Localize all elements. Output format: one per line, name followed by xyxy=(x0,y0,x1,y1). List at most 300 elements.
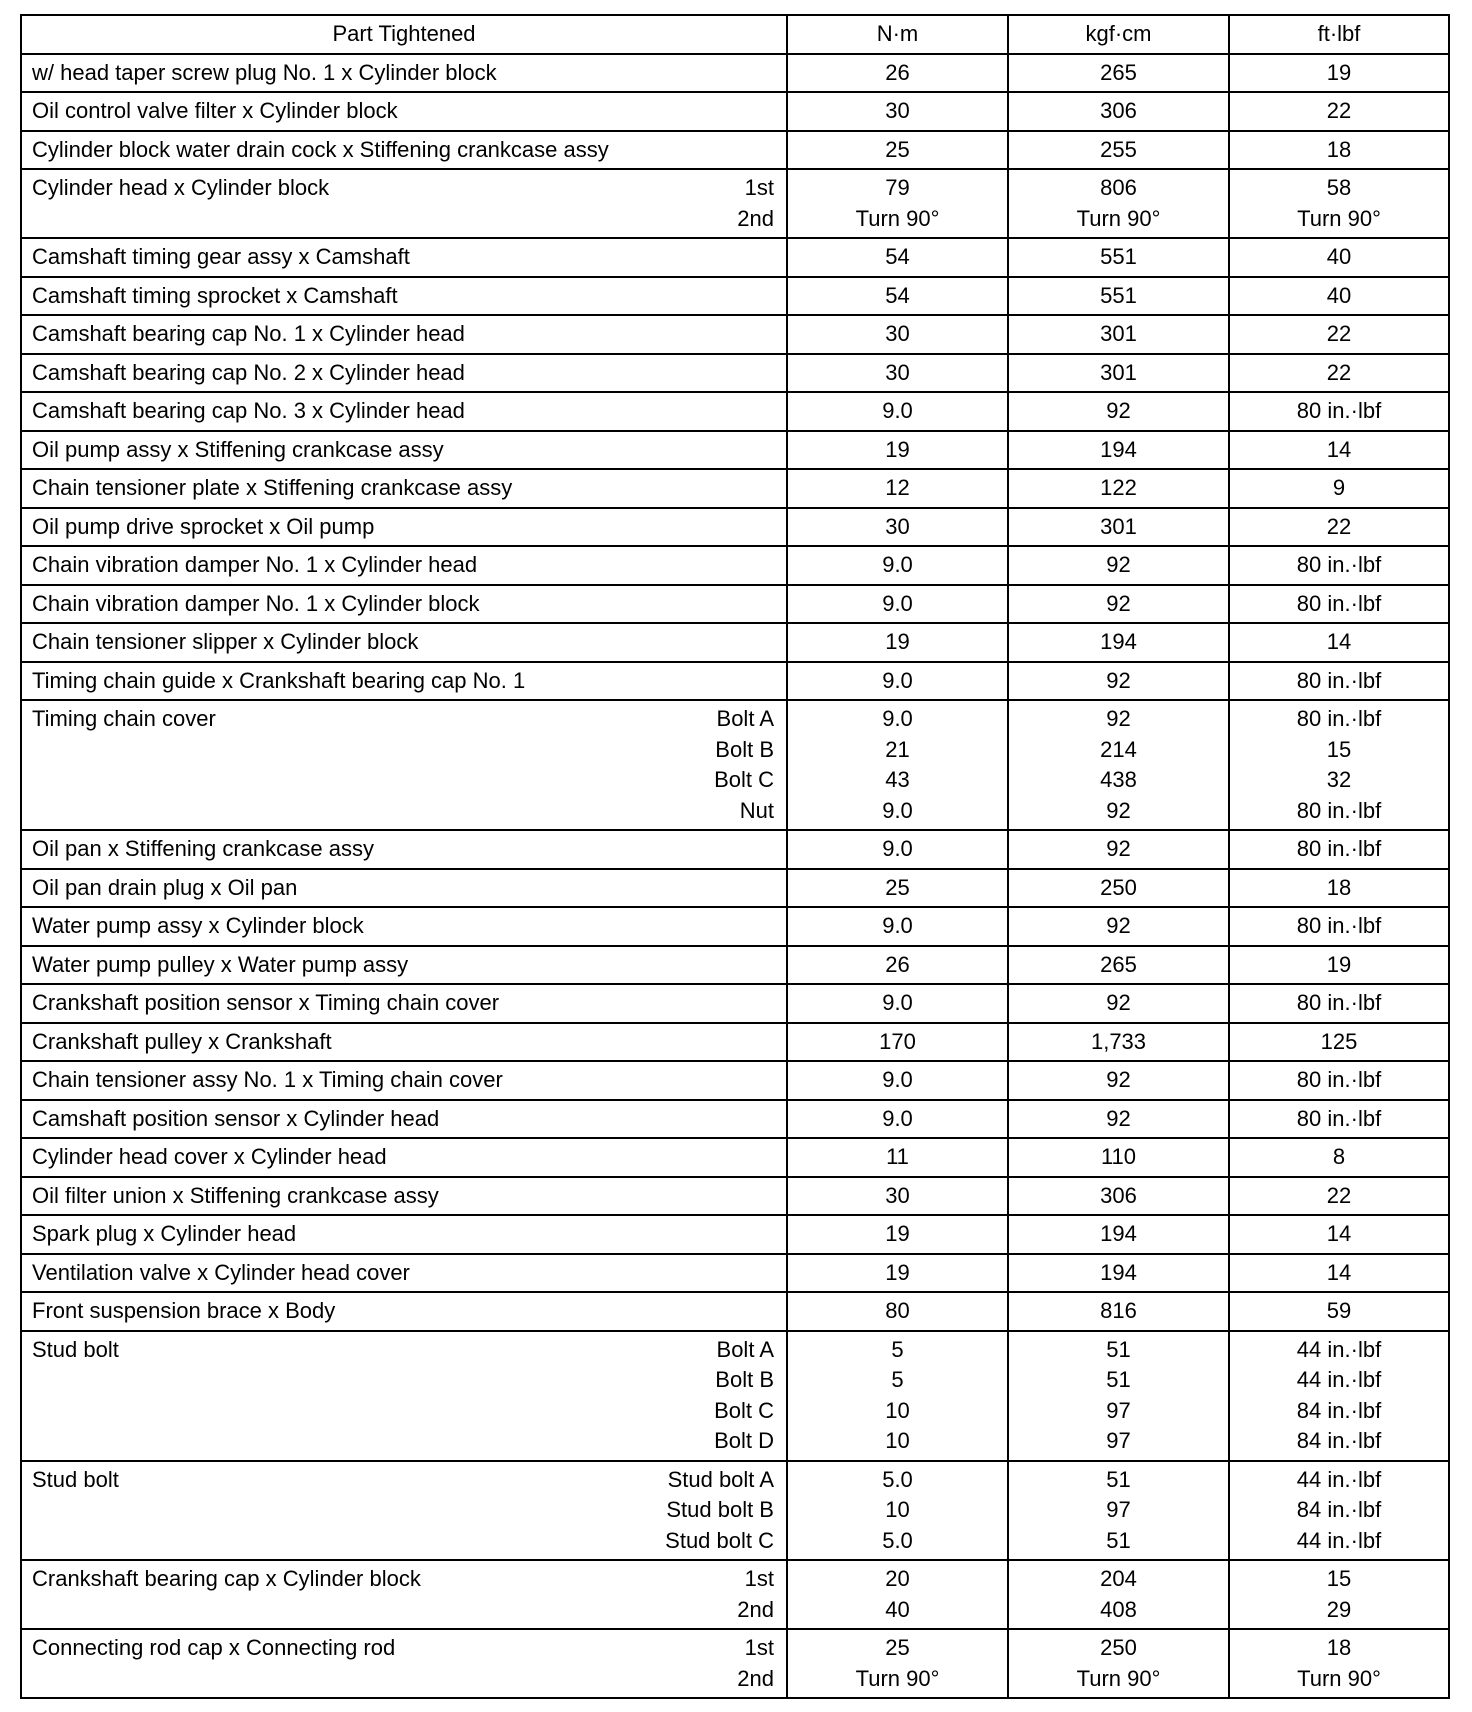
kgfcm-value: 92 xyxy=(1106,1105,1131,1131)
nm-cell xyxy=(787,431,1008,470)
part-cell xyxy=(21,1292,787,1331)
ftlbf-cell xyxy=(1229,431,1449,470)
kgfcm-cell xyxy=(1008,1023,1229,1062)
header-part-tightened: Part Tightened xyxy=(21,15,787,54)
nm-cell xyxy=(787,830,1008,869)
table-row xyxy=(21,1292,1449,1331)
nm-cell xyxy=(787,1138,1008,1177)
ftlbf-value: 8 xyxy=(1332,1144,1346,1169)
table-body xyxy=(21,54,1449,1699)
table-row xyxy=(21,907,1449,946)
ftlbf-cell xyxy=(1229,1461,1449,1561)
nm-cell xyxy=(787,1292,1008,1331)
step-label: Stud bolt C xyxy=(665,1527,774,1553)
ftlbf-value: 80 in.·lbf xyxy=(1296,1105,1382,1131)
table-row xyxy=(21,1100,1449,1139)
ftlbf-cell xyxy=(1229,277,1449,316)
nm-value: 9.0 xyxy=(882,913,913,938)
part-name: Cylinder block water drain cock x Stiffening crankcase assy xyxy=(32,136,609,162)
nm-value: 10 xyxy=(885,1428,910,1453)
part-cell xyxy=(21,869,787,908)
ftlbf-cell xyxy=(1229,508,1449,547)
step-label: Bolt B xyxy=(715,1367,774,1392)
nm-value: 20 xyxy=(885,1566,910,1591)
header-row xyxy=(21,15,1449,54)
nm-value: 9.0 xyxy=(882,398,913,423)
nm-cell xyxy=(787,585,1008,624)
kgfcm-value: 51 xyxy=(1106,1367,1131,1392)
nm-value: 30 xyxy=(885,1182,910,1208)
nm-cell xyxy=(787,1461,1008,1561)
part-name: Chain tensioner plate x Stiffening crankcase assy xyxy=(32,475,513,500)
part-cell xyxy=(21,585,787,624)
ftlbf-cell xyxy=(1229,1254,1449,1293)
step-label: Bolt A xyxy=(716,1336,774,1362)
nm-value: 19 xyxy=(885,1259,910,1285)
part-name: Stud bolt xyxy=(32,1466,119,1492)
part-cell xyxy=(21,92,787,131)
table-row xyxy=(21,315,1449,354)
kgfcm-cell xyxy=(1008,623,1229,662)
ftlbf-cell xyxy=(1229,1177,1449,1216)
ftlbf-value: 22 xyxy=(1326,321,1352,346)
part-name: Oil pump drive sprocket x Oil pump xyxy=(32,513,375,539)
kgfcm-value: 551 xyxy=(1100,282,1137,308)
ftlbf-value: 14 xyxy=(1326,436,1352,462)
part-cell xyxy=(21,431,787,470)
nm-value: 9.0 xyxy=(882,667,913,693)
table-row xyxy=(21,392,1449,431)
kgfcm-value: 250 xyxy=(1100,874,1137,900)
ftlbf-cell xyxy=(1229,546,1449,585)
ftlbf-value: 9 xyxy=(1332,475,1346,500)
kgfcm-value: 194 xyxy=(1100,629,1137,654)
nm-value: 25 xyxy=(885,1635,910,1660)
kgfcm-cell xyxy=(1008,984,1229,1023)
nm-value: 40 xyxy=(885,1596,910,1622)
part-name: Camshaft timing gear assy x Camshaft xyxy=(32,244,410,269)
table-row xyxy=(21,546,1449,585)
nm-cell xyxy=(787,1100,1008,1139)
step-label: Bolt C xyxy=(714,767,774,792)
step-label: Bolt C xyxy=(714,1397,774,1423)
kgfcm-cell xyxy=(1008,1629,1229,1698)
ftlbf-cell xyxy=(1229,946,1449,985)
kgfcm-value: 51 xyxy=(1106,1466,1131,1492)
nm-value: 79 xyxy=(885,175,910,200)
part-cell xyxy=(21,623,787,662)
table-row xyxy=(21,585,1449,624)
kgfcm-value: 92 xyxy=(1106,552,1131,577)
nm-value: 54 xyxy=(885,282,910,308)
nm-value: 9.0 xyxy=(882,706,913,731)
nm-cell xyxy=(787,1629,1008,1698)
kgfcm-cell xyxy=(1008,1560,1229,1629)
kgfcm-cell xyxy=(1008,92,1229,131)
kgfcm-cell xyxy=(1008,431,1229,470)
ftlbf-value: 80 in.·lbf xyxy=(1296,1067,1382,1092)
ftlbf-value: 80 in.·lbf xyxy=(1296,836,1382,861)
part-name: Camshaft position sensor x Cylinder head xyxy=(32,1105,440,1131)
kgfcm-value: 122 xyxy=(1100,475,1137,500)
nm-value: 30 xyxy=(885,98,910,123)
nm-value: 21 xyxy=(885,736,910,762)
step-labels xyxy=(665,1465,774,1557)
nm-cell xyxy=(787,508,1008,547)
ftlbf-cell xyxy=(1229,392,1449,431)
nm-value: 5 xyxy=(891,1367,904,1392)
table-row xyxy=(21,1177,1449,1216)
kgfcm-value: 250 xyxy=(1100,1635,1137,1660)
part-name: Oil filter union x Stiffening crankcase assy xyxy=(32,1182,439,1208)
ftlbf-value: 18 xyxy=(1326,1635,1352,1660)
nm-value: 9.0 xyxy=(882,590,913,616)
ftlbf-value: 15 xyxy=(1326,736,1352,762)
kgfcm-cell xyxy=(1008,907,1229,946)
part-name: Oil pump assy x Stiffening crankcase assy xyxy=(32,436,444,462)
part-name: Crankshaft position sensor x Timing chain cover xyxy=(32,990,500,1015)
nm-cell xyxy=(787,984,1008,1023)
ftlbf-value: 32 xyxy=(1326,767,1352,792)
part-cell xyxy=(21,354,787,393)
ftlbf-value: 80 in.·lbf xyxy=(1296,552,1382,577)
nm-value: 25 xyxy=(885,136,910,162)
ftlbf-cell xyxy=(1229,1331,1449,1461)
table-row xyxy=(21,1560,1449,1629)
nm-value: 5 xyxy=(891,1336,904,1362)
part-name: Chain vibration damper No. 1 x Cylinder block xyxy=(32,590,480,616)
ftlbf-cell xyxy=(1229,92,1449,131)
kgfcm-cell xyxy=(1008,1177,1229,1216)
nm-cell xyxy=(787,946,1008,985)
ftlbf-cell xyxy=(1229,1629,1449,1698)
ftlbf-cell xyxy=(1229,984,1449,1023)
part-name: Oil pan x Stiffening crankcase assy xyxy=(32,836,374,861)
step-label: Bolt B xyxy=(715,736,774,762)
kgfcm-value: 92 xyxy=(1106,1067,1131,1092)
part-name: Timing chain cover xyxy=(32,706,216,731)
step-labels xyxy=(737,173,774,234)
ftlbf-value: 29 xyxy=(1326,1596,1352,1622)
part-cell xyxy=(21,277,787,316)
kgfcm-cell xyxy=(1008,585,1229,624)
part-cell xyxy=(21,1629,787,1698)
kgfcm-value: 214 xyxy=(1100,736,1137,762)
ftlbf-cell xyxy=(1229,131,1449,170)
nm-cell xyxy=(787,354,1008,393)
kgfcm-cell xyxy=(1008,1331,1229,1461)
ftlbf-cell xyxy=(1229,1100,1449,1139)
nm-cell xyxy=(787,131,1008,170)
step-label: Bolt D xyxy=(714,1428,774,1453)
step-labels xyxy=(737,1564,774,1625)
kgfcm-cell xyxy=(1008,946,1229,985)
ftlbf-value: 18 xyxy=(1326,136,1352,162)
kgfcm-value: 255 xyxy=(1100,136,1137,162)
part-cell xyxy=(21,1215,787,1254)
table-row xyxy=(21,277,1449,316)
part-name: w/ head taper screw plug No. 1 x Cylinder block xyxy=(32,59,497,85)
kgfcm-cell xyxy=(1008,1215,1229,1254)
ftlbf-value: 22 xyxy=(1326,98,1352,123)
part-name: Front suspension brace x Body xyxy=(32,1298,336,1323)
step-label: 1st xyxy=(744,1566,774,1591)
nm-value: 54 xyxy=(885,244,910,269)
nm-cell xyxy=(787,869,1008,908)
kgfcm-value: 301 xyxy=(1100,513,1137,539)
kgfcm-value: 806 xyxy=(1100,175,1137,200)
table-row xyxy=(21,54,1449,93)
nm-cell xyxy=(787,315,1008,354)
header-nm: N·m xyxy=(787,15,1008,54)
part-cell xyxy=(21,1177,787,1216)
nm-value: 19 xyxy=(885,436,910,462)
nm-value: Turn 90° xyxy=(855,205,940,231)
part-name: Timing chain guide x Crankshaft bearing cap No. 1 xyxy=(32,667,526,693)
kgfcm-cell xyxy=(1008,508,1229,547)
kgfcm-value: 92 xyxy=(1106,797,1131,823)
part-name: Chain vibration damper No. 1 x Cylinder head xyxy=(32,552,478,577)
ftlbf-value: 59 xyxy=(1326,1298,1352,1323)
part-name: Camshaft bearing cap No. 1 x Cylinder head xyxy=(32,321,465,346)
part-cell xyxy=(21,1100,787,1139)
nm-cell xyxy=(787,1177,1008,1216)
ftlbf-cell xyxy=(1229,469,1449,508)
nm-value: 12 xyxy=(885,475,910,500)
ftlbf-value: 84 in.·lbf xyxy=(1296,1428,1382,1453)
table-row xyxy=(21,169,1449,238)
kgfcm-value: 92 xyxy=(1106,398,1131,423)
step-label: Nut xyxy=(739,797,774,823)
part-cell xyxy=(21,1461,787,1561)
part-name: Crankshaft bearing cap x Cylinder block xyxy=(32,1566,421,1591)
table-row xyxy=(21,662,1449,701)
kgfcm-cell xyxy=(1008,1292,1229,1331)
kgfcm-cell xyxy=(1008,1254,1229,1293)
part-name: Chain tensioner slipper x Cylinder block xyxy=(32,629,419,654)
ftlbf-cell xyxy=(1229,662,1449,701)
ftlbf-value: 22 xyxy=(1326,1182,1352,1208)
part-cell xyxy=(21,315,787,354)
step-label: 2nd xyxy=(737,1665,774,1691)
header-ftlbf: ft·lbf xyxy=(1229,15,1449,54)
nm-value: 30 xyxy=(885,359,910,385)
nm-value: 11 xyxy=(886,1144,909,1169)
table-row xyxy=(21,1254,1449,1293)
nm-value: 10 xyxy=(885,1497,910,1522)
part-cell xyxy=(21,1061,787,1100)
ftlbf-value: 80 in.·lbf xyxy=(1296,913,1382,938)
table-row xyxy=(21,700,1449,830)
ftlbf-value: 44 in.·lbf xyxy=(1296,1336,1382,1362)
kgfcm-value: 92 xyxy=(1106,590,1131,616)
part-cell xyxy=(21,1331,787,1461)
nm-value: 26 xyxy=(885,951,910,977)
nm-cell xyxy=(787,392,1008,431)
kgfcm-cell xyxy=(1008,662,1229,701)
table-row xyxy=(21,1629,1449,1698)
kgfcm-value: 306 xyxy=(1100,98,1137,123)
table-row xyxy=(21,354,1449,393)
kgfcm-value: 92 xyxy=(1106,667,1131,693)
table-row xyxy=(21,1061,1449,1100)
kgfcm-value: 408 xyxy=(1100,1596,1137,1622)
nm-value: Turn 90° xyxy=(855,1665,940,1691)
part-cell xyxy=(21,1138,787,1177)
kgfcm-cell xyxy=(1008,469,1229,508)
table-row xyxy=(21,1331,1449,1461)
table-row xyxy=(21,1461,1449,1561)
header-kgfcm: kgf·cm xyxy=(1008,15,1229,54)
ftlbf-cell xyxy=(1229,1023,1449,1062)
kgfcm-cell xyxy=(1008,54,1229,93)
table-row xyxy=(21,92,1449,131)
table-row xyxy=(21,469,1449,508)
kgfcm-value: Turn 90° xyxy=(1076,205,1161,231)
ftlbf-cell xyxy=(1229,169,1449,238)
ftlbf-value: 80 in.·lbf xyxy=(1296,667,1382,693)
ftlbf-value: 15 xyxy=(1326,1566,1352,1591)
nm-cell xyxy=(787,623,1008,662)
ftlbf-value: Turn 90° xyxy=(1297,1665,1381,1691)
part-cell xyxy=(21,946,787,985)
part-name: Connecting rod cap x Connecting rod xyxy=(32,1635,396,1660)
ftlbf-value: 80 in.·lbf xyxy=(1296,990,1382,1015)
step-label: 1st xyxy=(744,1635,774,1660)
nm-value: 10 xyxy=(885,1397,910,1423)
part-cell xyxy=(21,131,787,170)
step-label: Bolt A xyxy=(716,706,774,731)
kgfcm-cell xyxy=(1008,1100,1229,1139)
nm-value: 19 xyxy=(885,1221,910,1246)
ftlbf-value: 84 in.·lbf xyxy=(1296,1497,1382,1522)
kgfcm-cell xyxy=(1008,869,1229,908)
ftlbf-cell xyxy=(1229,869,1449,908)
ftlbf-value: 80 in.·lbf xyxy=(1296,398,1382,423)
ftlbf-value: 125 xyxy=(1320,1028,1358,1054)
ftlbf-value: 18 xyxy=(1326,874,1352,900)
ftlbf-cell xyxy=(1229,315,1449,354)
nm-value: 80 xyxy=(885,1298,910,1323)
kgfcm-value: 97 xyxy=(1106,1397,1131,1423)
part-cell xyxy=(21,546,787,585)
table-row xyxy=(21,984,1449,1023)
kgfcm-value: 306 xyxy=(1100,1182,1137,1208)
kgfcm-value: 204 xyxy=(1100,1566,1137,1591)
nm-value: 43 xyxy=(885,767,910,792)
step-label: 2nd xyxy=(737,1596,774,1622)
nm-value: 30 xyxy=(885,513,910,539)
kgfcm-cell xyxy=(1008,169,1229,238)
ftlbf-value: 40 xyxy=(1326,244,1352,269)
kgfcm-value: 438 xyxy=(1100,767,1137,792)
table-row xyxy=(21,830,1449,869)
table-row xyxy=(21,869,1449,908)
kgfcm-value: 301 xyxy=(1100,321,1137,346)
nm-value: 25 xyxy=(885,874,910,900)
part-name: Water pump assy x Cylinder block xyxy=(32,913,364,938)
nm-cell xyxy=(787,907,1008,946)
part-cell xyxy=(21,1023,787,1062)
kgfcm-value: 110 xyxy=(1100,1144,1137,1169)
nm-cell xyxy=(787,1215,1008,1254)
part-cell xyxy=(21,238,787,277)
ftlbf-value: 22 xyxy=(1326,359,1352,385)
ftlbf-cell xyxy=(1229,238,1449,277)
part-name: Water pump pulley x Water pump assy xyxy=(32,951,409,977)
ftlbf-cell xyxy=(1229,354,1449,393)
nm-cell xyxy=(787,546,1008,585)
nm-value: 9.0 xyxy=(882,836,913,861)
part-name: Chain tensioner assy No. 1 x Timing chain cover xyxy=(32,1067,503,1092)
part-cell xyxy=(21,662,787,701)
kgfcm-value: 194 xyxy=(1100,1259,1137,1285)
table-row xyxy=(21,238,1449,277)
ftlbf-cell xyxy=(1229,830,1449,869)
nm-cell xyxy=(787,700,1008,830)
ftlbf-value: 44 in.·lbf xyxy=(1296,1466,1382,1492)
table-row xyxy=(21,431,1449,470)
nm-cell xyxy=(787,662,1008,701)
kgfcm-cell xyxy=(1008,131,1229,170)
kgfcm-value: 551 xyxy=(1100,244,1137,269)
ftlbf-value: 44 in.·lbf xyxy=(1296,1527,1382,1553)
ftlbf-value: Turn 90° xyxy=(1297,205,1381,231)
kgfcm-value: 51 xyxy=(1106,1336,1131,1362)
table-row xyxy=(21,1138,1449,1177)
kgfcm-cell xyxy=(1008,277,1229,316)
ftlbf-value: 80 in.·lbf xyxy=(1296,706,1382,731)
kgfcm-value: 1,733 xyxy=(1090,1028,1147,1054)
nm-value: 30 xyxy=(885,321,910,346)
part-name: Stud bolt xyxy=(32,1336,119,1362)
step-label: Stud bolt A xyxy=(667,1466,774,1492)
ftlbf-value: 80 in.·lbf xyxy=(1296,797,1382,823)
ftlbf-cell xyxy=(1229,907,1449,946)
nm-value: 9.0 xyxy=(882,552,913,577)
kgfcm-value: 92 xyxy=(1106,836,1131,861)
step-label: Stud bolt B xyxy=(666,1497,774,1522)
table-row xyxy=(21,131,1449,170)
ftlbf-cell xyxy=(1229,1061,1449,1100)
ftlbf-value: 19 xyxy=(1326,59,1352,85)
nm-value: 9.0 xyxy=(882,797,913,823)
nm-cell xyxy=(787,169,1008,238)
step-labels xyxy=(714,1335,774,1457)
kgfcm-value: 92 xyxy=(1106,913,1131,938)
nm-cell xyxy=(787,92,1008,131)
kgfcm-value: 265 xyxy=(1100,951,1137,977)
nm-value: 170 xyxy=(879,1028,916,1054)
ftlbf-value: 40 xyxy=(1326,282,1352,308)
nm-cell xyxy=(787,238,1008,277)
part-name: Oil pan drain plug x Oil pan xyxy=(32,874,298,900)
part-cell xyxy=(21,700,787,830)
nm-cell xyxy=(787,1061,1008,1100)
part-cell xyxy=(21,508,787,547)
nm-value: 9.0 xyxy=(882,990,913,1015)
kgfcm-value: 51 xyxy=(1106,1527,1131,1553)
part-name: Crankshaft pulley x Crankshaft xyxy=(32,1028,332,1054)
table-row xyxy=(21,1023,1449,1062)
ftlbf-value: 14 xyxy=(1326,1259,1352,1285)
part-cell xyxy=(21,1254,787,1293)
step-label: 2nd xyxy=(737,205,774,231)
part-name: Camshaft bearing cap No. 3 x Cylinder head xyxy=(32,398,465,423)
ftlbf-cell xyxy=(1229,700,1449,830)
kgfcm-cell xyxy=(1008,700,1229,830)
ftlbf-value: 84 in.·lbf xyxy=(1296,1397,1382,1423)
